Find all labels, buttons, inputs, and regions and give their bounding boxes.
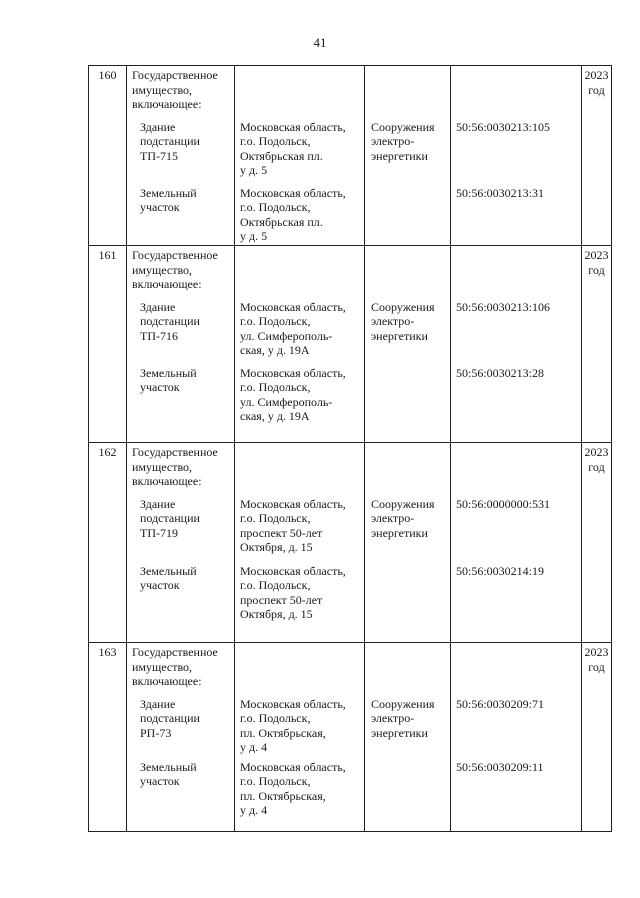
item-name: Земельный участок	[140, 365, 197, 395]
item-purpose-cell	[365, 495, 451, 562]
item-name: Здание подстанции РП-73	[140, 696, 200, 740]
record-heading	[127, 443, 235, 495]
item-purpose-cell	[365, 562, 451, 643]
record-number: 162	[89, 443, 127, 643]
record-row	[89, 443, 612, 495]
item-address-cell	[235, 118, 365, 184]
item-name-cell	[127, 495, 235, 562]
item-address: Московская область, г.о. Подольск, пл. Октябрьская, у д. 4	[240, 759, 346, 818]
item-name-cell	[127, 695, 235, 758]
record-year	[582, 443, 612, 643]
cadastral-cell	[451, 643, 582, 695]
record-row	[89, 643, 612, 695]
address-cell	[235, 66, 365, 118]
purpose-cell	[365, 443, 451, 495]
item-address: Московская область, г.о. Подольск, проспект 50-лет Октября, д. 15	[240, 563, 346, 622]
item-cadastral-number-cell	[451, 184, 582, 246]
item-address-cell	[235, 695, 365, 758]
purpose-cell	[365, 66, 451, 118]
item-row	[89, 298, 612, 364]
item-name: Земельный участок	[140, 759, 197, 789]
item-purpose-cell	[365, 364, 451, 443]
item-cadastral-number-cell	[451, 758, 582, 832]
item-purpose: Сооружения электро- энергетики	[371, 299, 435, 343]
cadastral-cell	[451, 443, 582, 495]
record-year	[582, 246, 612, 443]
item-name: Здание подстанции ТП-715	[140, 119, 200, 163]
item-address-cell	[235, 562, 365, 643]
record-heading-text: Государственное имущество, включающее:	[132, 645, 218, 689]
item-cadastral-number: 50:56:0030213:31	[456, 185, 545, 200]
record-number: 161	[89, 246, 127, 443]
item-address-cell	[235, 364, 365, 443]
record-year-text: 2023 год	[584, 248, 609, 277]
item-address: Московская область, г.о. Подольск, ул. Симферополь- ская, у д. 19А	[240, 299, 346, 358]
item-row	[89, 184, 612, 246]
record-heading-text: Государственное имущество, включающее:	[132, 248, 218, 292]
item-purpose-cell	[365, 695, 451, 758]
item-row	[89, 562, 612, 643]
record-row	[89, 66, 612, 118]
item-address-cell	[235, 495, 365, 562]
item-cadastral-number: 50:56:0030213:106	[456, 299, 551, 314]
item-purpose-cell	[365, 118, 451, 184]
address-cell	[235, 246, 365, 298]
address-cell	[235, 643, 365, 695]
item-name: Здание подстанции ТП-716	[140, 299, 200, 343]
item-cadastral-number: 50:56:0030214:19	[456, 563, 545, 578]
record-row	[89, 246, 612, 298]
record-year-text: 2023 год	[584, 68, 609, 97]
item-purpose: Сооружения электро- энергетики	[371, 696, 435, 740]
item-cadastral-number: 50:56:0030209:11	[456, 759, 544, 774]
record-year-text: 2023 год	[584, 445, 609, 474]
item-cadastral-number-cell	[451, 364, 582, 443]
item-name-cell	[127, 298, 235, 364]
record-year-text: 2023 год	[584, 645, 609, 674]
item-cadastral-number-cell	[451, 695, 582, 758]
item-cadastral-number: 50:56:0030213:28	[456, 365, 545, 380]
item-address: Московская область, г.о. Подольск, ул. Симферополь- ская, у д. 19А	[240, 365, 346, 424]
address-cell	[235, 443, 365, 495]
item-cadastral-number: 50:56:0030209:71	[456, 696, 545, 711]
property-registry-table	[88, 65, 612, 832]
item-cadastral-number-cell	[451, 495, 582, 562]
item-name: Земельный участок	[140, 563, 197, 593]
item-purpose: Сооружения электро- энергетики	[371, 496, 435, 540]
item-address: Московская область, г.о. Подольск, Октябрьская пл. у д. 5	[240, 119, 346, 178]
purpose-cell	[365, 643, 451, 695]
item-cadastral-number-cell	[451, 298, 582, 364]
item-name-cell	[127, 758, 235, 832]
item-purpose-cell	[365, 184, 451, 246]
record-heading-text: Государственное имущество, включающее:	[132, 445, 218, 489]
item-name-cell	[127, 118, 235, 184]
item-purpose: Сооружения электро- энергетики	[371, 119, 435, 163]
item-name-cell	[127, 562, 235, 643]
record-number: 163	[89, 643, 127, 832]
item-cadastral-number: 50:56:0030213:105	[456, 119, 551, 134]
item-name: Земельный участок	[140, 185, 197, 215]
purpose-cell	[365, 246, 451, 298]
item-cadastral-number-cell	[451, 562, 582, 643]
item-address: Московская область, г.о. Подольск, Октябрьская пл. у д. 5	[240, 185, 346, 244]
item-name: Здание подстанции ТП-719	[140, 496, 200, 540]
cadastral-cell	[451, 246, 582, 298]
record-number: 160	[89, 66, 127, 246]
item-row	[89, 758, 612, 832]
record-heading	[127, 643, 235, 695]
record-year	[582, 66, 612, 246]
item-row	[89, 118, 612, 184]
item-cadastral-number-cell	[451, 118, 582, 184]
item-address-cell	[235, 298, 365, 364]
item-name-cell	[127, 364, 235, 443]
item-name-cell	[127, 184, 235, 246]
item-row	[89, 695, 612, 758]
cadastral-cell	[451, 66, 582, 118]
item-address-cell	[235, 758, 365, 832]
record-heading-text: Государственное имущество, включающее:	[132, 68, 218, 112]
item-row	[89, 495, 612, 562]
record-heading	[127, 246, 235, 298]
item-address-cell	[235, 184, 365, 246]
item-cadastral-number: 50:56:0000000:531	[456, 496, 551, 511]
record-heading	[127, 66, 235, 118]
item-row	[89, 364, 612, 443]
record-year	[582, 643, 612, 832]
page-number: 41	[313, 35, 327, 50]
item-address: Московская область, г.о. Подольск, проспект 50-лет Октября, д. 15	[240, 496, 346, 555]
item-purpose-cell	[365, 298, 451, 364]
item-purpose-cell	[365, 758, 451, 832]
item-address: Московская область, г.о. Подольск, пл. Октябрьская, у д. 4	[240, 696, 346, 755]
